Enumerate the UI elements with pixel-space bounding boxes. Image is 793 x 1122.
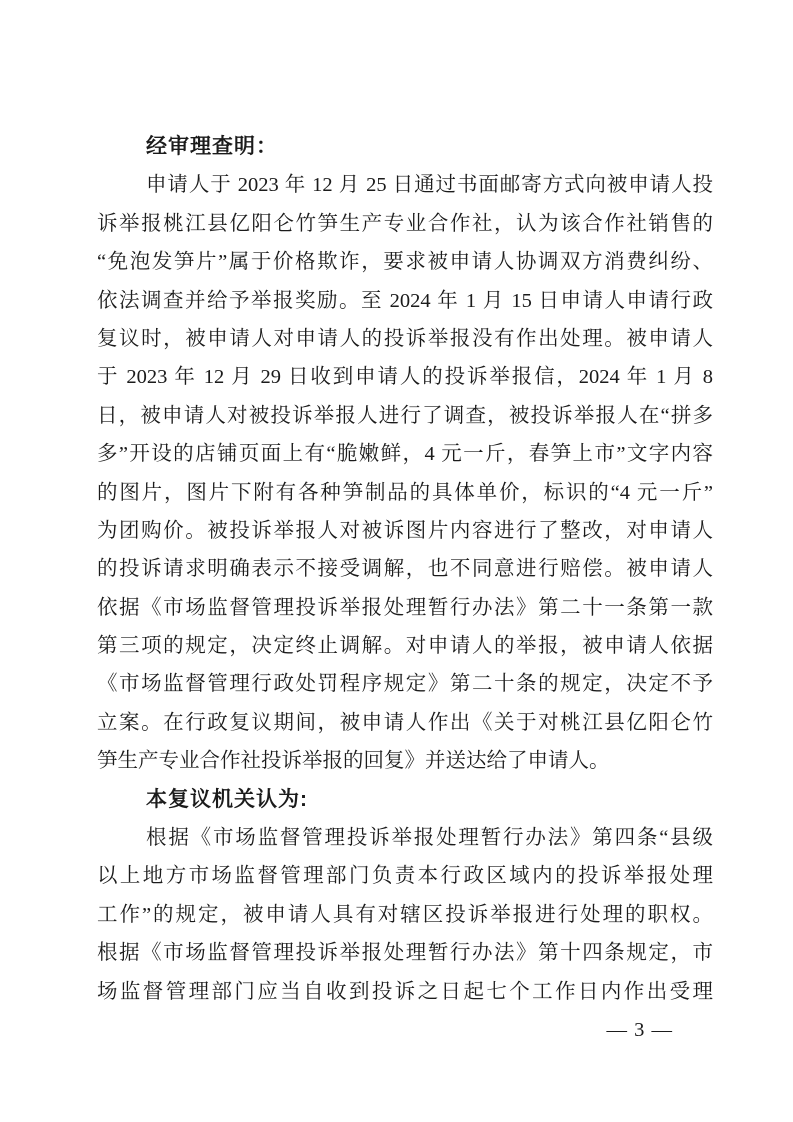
text-column: [97, 128, 713, 1049]
text-line: 复议时，被申请人对申请人的投诉举报没有作出处理。被申请人: [97, 327, 713, 350]
heading-review-opinion: 本复议机关认为:: [146, 787, 308, 811]
text-line: 诉举报桃江县亿阳仑竹笋生产专业合作社，认为该合作社销售的: [97, 212, 713, 235]
text-line: 场监督管理部门应当自收到投诉之日起七个工作日内作出受理: [97, 980, 713, 1003]
text-line: 依据《市场监督管理投诉举报处理暂行办法》第二十一条第一款: [97, 596, 713, 619]
text-line: 立案。在行政复议期间，被申请人作出《关于对桃江县亿阳仑竹: [97, 711, 713, 734]
text-line: 多”开设的店铺页面上有“脆嫩鲜，4 元一斤，春笋上市”文字内容: [97, 443, 713, 466]
text-line: 以上地方市场监督管理部门负责本行政区域内的投诉举报处理: [97, 865, 713, 888]
text-line: 工作”的规定，被申请人具有对辖区投诉举报进行处理的职权。: [97, 903, 713, 926]
text-line: 的投诉请求明确表示不接受调解，也不同意进行赔偿。被申请人: [97, 558, 713, 581]
text-line: 为团购价。被投诉举报人对被诉图片内容进行了整改，对申请人: [97, 519, 713, 542]
text-line: 申请人于 2023 年 12 月 25 日通过书面邮寄方式向被申请人投: [146, 174, 713, 197]
text-line: “免泡发笋片”属于价格欺诈，要求被申请人协调双方消费纠纷、: [97, 251, 713, 274]
text-line: 日，被申请人对被投诉举报人进行了调查，被投诉举报人在“拼多: [97, 404, 713, 427]
page-number: — 3 —: [606, 1018, 673, 1041]
text-line: 的图片，图片下附有各种笋制品的具体单价，标识的“4 元一斤”: [97, 481, 713, 504]
text-line: 笋生产专业合作社投诉举报的回复》并送达给了申请人。: [97, 750, 610, 773]
text-line: 于 2023 年 12 月 29 日收到申请人的投诉举报信，2024 年 1 月 8: [97, 366, 713, 389]
text-line: 根据《市场监督管理投诉举报处理暂行办法》第四条“县级: [146, 827, 713, 850]
text-line: 第三项的规定，决定终止调解。对申请人的举报，被申请人依据: [97, 635, 713, 658]
text-line: 根据《市场监督管理投诉举报处理暂行办法》第十四条规定，市: [97, 942, 713, 965]
heading-investigation-findings: 经审理查明：: [146, 135, 278, 158]
text-line: 《市场监督管理行政处罚程序规定》第二十条的规定，决定不予: [97, 673, 713, 696]
text-line: 依法调查并给予举报奖励。至 2024 年 1 月 15 日申请人申请行政: [97, 289, 713, 312]
